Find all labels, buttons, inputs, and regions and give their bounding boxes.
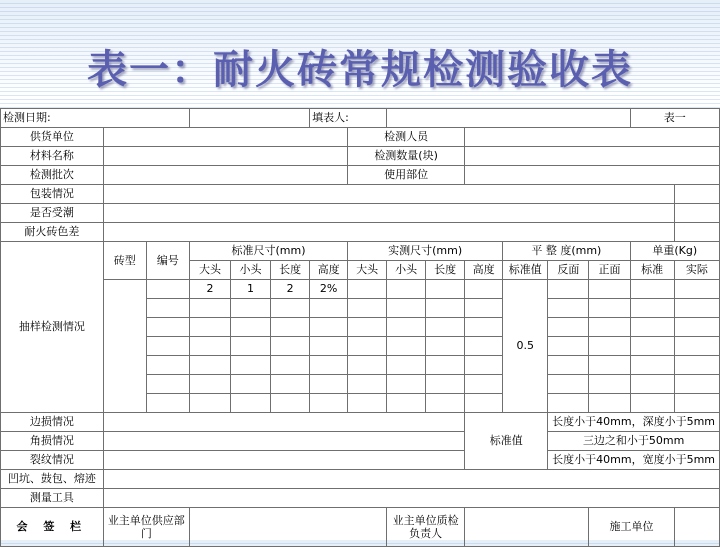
tools-label: 测量工具 [1, 489, 104, 508]
table-cell[interactable] [426, 394, 465, 413]
tools-value[interactable] [103, 489, 719, 508]
table-cell[interactable] [426, 375, 465, 394]
table-cell[interactable] [271, 356, 310, 375]
table-number: 表一 [630, 109, 719, 128]
table-cell[interactable] [348, 299, 387, 318]
quantity-value[interactable] [465, 147, 720, 166]
table-cell[interactable] [674, 356, 719, 375]
table-cell[interactable] [387, 280, 426, 299]
table-cell[interactable] [465, 394, 503, 413]
owner-quality-sign[interactable] [465, 508, 589, 547]
table-cell[interactable] [310, 375, 348, 394]
table-cell[interactable] [348, 356, 387, 375]
table-cell[interactable] [310, 394, 348, 413]
table-cell[interactable] [426, 280, 465, 299]
pits-row [1, 470, 720, 489]
owner-supply-sign[interactable] [189, 508, 386, 547]
info-row [1, 128, 720, 147]
measured-size-header: 实测尺寸(mm) [348, 242, 503, 261]
table-cell[interactable] [589, 375, 630, 394]
table-cell[interactable] [387, 356, 426, 375]
inspector-label: 检测人员 [348, 128, 465, 147]
corner-damage-value[interactable] [103, 432, 464, 451]
table-cell[interactable]: 1 [231, 280, 271, 299]
table-cell[interactable] [231, 394, 271, 413]
packaging-label: 包装情况 [1, 185, 104, 204]
table-cell[interactable] [189, 375, 230, 394]
sub-header: 高度 [465, 261, 503, 280]
table-cell[interactable] [426, 299, 465, 318]
flatness-header: 平 整 度(mm) [503, 242, 630, 261]
table-cell[interactable] [189, 394, 230, 413]
edge-damage-label: 边损情况 [1, 413, 104, 432]
table-cell[interactable] [271, 299, 310, 318]
table-cell[interactable] [465, 318, 503, 337]
sample-label: 抽样检测情况 [1, 242, 104, 413]
table-cell[interactable] [674, 375, 719, 394]
defect-std-label: 标准值 [465, 413, 548, 470]
color-row [1, 223, 720, 242]
table-cell[interactable] [630, 299, 674, 318]
signature-label: 会 签 栏 [1, 508, 104, 547]
inspector-value[interactable] [465, 128, 720, 147]
table-cell[interactable] [630, 337, 674, 356]
moisture-label: 是否受潮 [1, 204, 104, 223]
table-cell[interactable] [426, 318, 465, 337]
table-cell[interactable] [589, 394, 630, 413]
supplier-label: 供货单位 [1, 128, 104, 147]
table-cell[interactable] [589, 299, 630, 318]
owner-supply-label: 业主单位供应部门 [103, 508, 189, 547]
table-cell[interactable]: 2 [271, 280, 310, 299]
table-cell[interactable] [146, 280, 189, 299]
table-cell[interactable] [426, 356, 465, 375]
moisture-row [1, 204, 720, 223]
table-cell[interactable] [348, 337, 387, 356]
table-cell[interactable] [387, 394, 426, 413]
color-label: 耐火砖色差 [1, 223, 104, 242]
table-cell[interactable] [548, 375, 589, 394]
moisture-value[interactable] [103, 204, 674, 223]
table-cell[interactable] [465, 356, 503, 375]
serial-header: 编号 [146, 242, 189, 280]
location-value[interactable] [465, 166, 720, 185]
table-cell[interactable] [146, 375, 189, 394]
packaging-value[interactable] [103, 185, 674, 204]
corner-damage-row [1, 432, 720, 451]
quantity-label: 检测数量(块) [348, 147, 465, 166]
table-cell[interactable] [630, 394, 674, 413]
table-cell[interactable] [348, 375, 387, 394]
table-cell[interactable] [674, 394, 719, 413]
table-cell[interactable] [589, 356, 630, 375]
sub-header: 大头 [348, 261, 387, 280]
crack-value[interactable] [103, 451, 464, 470]
sub-header: 标准 [630, 261, 674, 280]
owner-quality-label: 业主单位质检负责人 [387, 508, 465, 547]
sub-header: 高度 [310, 261, 348, 280]
edge-damage-row [1, 413, 720, 432]
table-cell[interactable] [271, 394, 310, 413]
date-label: 检测日期: [1, 109, 190, 128]
crack-std: 长度小于40mm，宽度小于5mm [548, 451, 720, 470]
table-cell[interactable] [146, 337, 189, 356]
tools-row [1, 489, 720, 508]
signature-row [1, 508, 720, 547]
table-cell[interactable] [465, 375, 503, 394]
sub-header: 标准值 [503, 261, 548, 280]
table-cell[interactable] [189, 337, 230, 356]
table-cell[interactable] [310, 356, 348, 375]
table-cell[interactable] [146, 394, 189, 413]
inspection-sheet [0, 108, 720, 540]
table-cell[interactable] [548, 299, 589, 318]
page-title: 表一：耐火砖常规检测验收表 [87, 46, 633, 93]
table-cell[interactable] [310, 337, 348, 356]
edge-damage-std: 长度小于40mm，深度小于5mm [548, 413, 720, 432]
filler-value[interactable] [387, 109, 630, 128]
table-cell[interactable] [674, 299, 719, 318]
table-cell[interactable] [146, 318, 189, 337]
table-cell[interactable] [674, 318, 719, 337]
table-cell[interactable] [548, 394, 589, 413]
table-cell[interactable] [548, 356, 589, 375]
contractor-sign[interactable] [674, 508, 719, 547]
std-size-header: 标准尺寸(mm) [189, 242, 347, 261]
table-cell[interactable] [674, 280, 719, 299]
table-cell[interactable] [231, 318, 271, 337]
table-cell[interactable] [231, 299, 271, 318]
table-cell[interactable] [310, 318, 348, 337]
table-cell[interactable] [630, 375, 674, 394]
sub-header: 正面 [589, 261, 630, 280]
table-cell[interactable] [146, 356, 189, 375]
table-cell[interactable] [426, 337, 465, 356]
table-cell[interactable] [548, 280, 589, 299]
pits-value[interactable] [103, 470, 719, 489]
date-value[interactable] [189, 109, 309, 128]
packaging-row [1, 185, 720, 204]
table-cell[interactable] [387, 318, 426, 337]
table-cell[interactable] [348, 318, 387, 337]
sub-header: 实际 [674, 261, 719, 280]
table-cell[interactable] [271, 375, 310, 394]
table-cell[interactable] [630, 280, 674, 299]
sub-header: 大头 [189, 261, 230, 280]
table-cell[interactable] [231, 356, 271, 375]
inspection-table [0, 108, 720, 547]
table-cell[interactable] [231, 337, 271, 356]
table-cell[interactable] [271, 318, 310, 337]
table-cell[interactable]: 2% [310, 280, 348, 299]
table-cell[interactable] [348, 280, 387, 299]
table-cell[interactable] [465, 280, 503, 299]
table-cell[interactable] [189, 299, 230, 318]
info-row [1, 166, 720, 185]
table-cell[interactable] [387, 299, 426, 318]
unit-weight-header: 单重(Kg) [630, 242, 719, 261]
corner-damage-label: 角损情况 [1, 432, 104, 451]
sub-header: 小头 [231, 261, 271, 280]
info-row [1, 147, 720, 166]
table-cell[interactable] [231, 375, 271, 394]
table-cell[interactable] [630, 318, 674, 337]
table-cell[interactable] [271, 337, 310, 356]
filler-label: 填表人: [310, 109, 387, 128]
table-cell[interactable] [465, 299, 503, 318]
crack-label: 裂纹情况 [1, 451, 104, 470]
table-cell[interactable] [589, 280, 630, 299]
material-label: 材料名称 [1, 147, 104, 166]
flatness-std-value: 0.5 [503, 280, 548, 413]
table-cell[interactable] [630, 356, 674, 375]
table-cell[interactable]: 2 [189, 280, 230, 299]
material-value[interactable] [103, 147, 347, 166]
table-cell[interactable] [387, 337, 426, 356]
table-cell[interactable] [146, 299, 189, 318]
table-cell[interactable] [465, 337, 503, 356]
packaging-extra[interactable] [674, 185, 719, 204]
batch-value[interactable] [103, 166, 347, 185]
contractor-label: 施工单位 [589, 508, 674, 547]
edge-damage-value[interactable] [103, 413, 464, 432]
sub-header: 小头 [387, 261, 426, 280]
pits-label: 凹坑、鼓包、熔迹 [1, 470, 104, 489]
moisture-extra[interactable] [674, 204, 719, 223]
table-cell[interactable] [548, 337, 589, 356]
table-cell[interactable] [387, 375, 426, 394]
table-cell[interactable] [589, 318, 630, 337]
table-cell[interactable] [548, 318, 589, 337]
supplier-value[interactable] [103, 128, 347, 147]
table-cell[interactable] [189, 318, 230, 337]
table-cell[interactable] [589, 337, 630, 356]
sub-header: 反面 [548, 261, 589, 280]
brick-type-cell[interactable] [103, 280, 146, 413]
table-cell[interactable] [348, 394, 387, 413]
sample-header-row [1, 242, 720, 261]
batch-label: 检测批次 [1, 166, 104, 185]
corner-damage-std: 三边之和小于50mm [548, 432, 720, 451]
sub-header: 长度 [426, 261, 465, 280]
brick-type-header: 砖型 [103, 242, 146, 280]
table-cell[interactable] [674, 337, 719, 356]
table-cell[interactable] [189, 356, 230, 375]
crack-row [1, 451, 720, 470]
location-label: 使用部位 [348, 166, 465, 185]
color-value[interactable] [103, 223, 674, 242]
table-row [1, 280, 720, 299]
header-row [1, 109, 720, 128]
sub-header: 长度 [271, 261, 310, 280]
color-extra[interactable] [674, 223, 719, 242]
table-cell[interactable] [310, 299, 348, 318]
